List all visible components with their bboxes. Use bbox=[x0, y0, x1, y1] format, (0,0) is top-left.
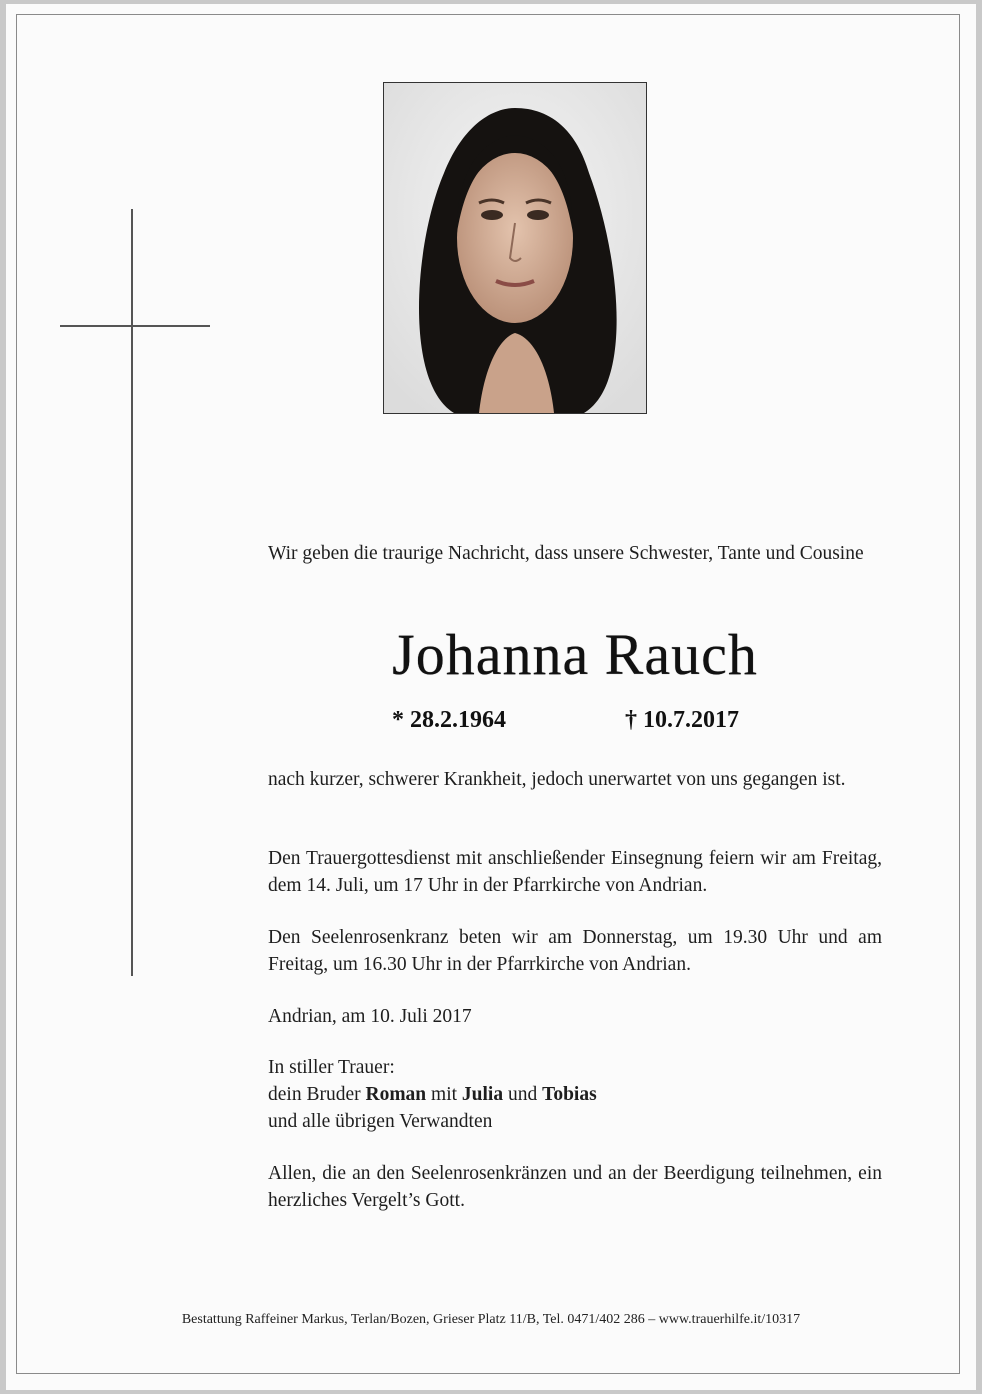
mourners-and: und bbox=[507, 1084, 538, 1105]
mourners-with: mit bbox=[431, 1084, 458, 1105]
mourners-others: und alle übrigen Verwandten bbox=[268, 1111, 493, 1132]
child-name-1: Julia bbox=[461, 1084, 504, 1105]
birth-date: * 28.2.1964 bbox=[392, 707, 506, 733]
portrait-illustration bbox=[384, 83, 646, 413]
passing-text: nach kurzer, schwerer Krankheit, jedoch unerwartet von uns gegangen ist. bbox=[268, 769, 846, 790]
footer-funeral-home: Bestattung Raffeiner Markus, Terlan/Bozen, Grieser Platz 11/B, Tel. 0471/402 286 – www.trauerhilfe.it/10317 bbox=[181, 1312, 801, 1327]
cross-icon-horizontal-bar bbox=[60, 325, 210, 327]
deceased-name: Johanna Rauch bbox=[392, 622, 758, 687]
funeral-text: Den Trauergottesdienst mit anschließender Einsegnung feiern wir am Freitag, dem 14. Juli, um 17 Uhr in der Pfarrkirche von Andrian. bbox=[268, 848, 882, 896]
intro-text: Wir geben die traurige Nachricht, dass unsere Schwester, Tante und Cousine bbox=[268, 543, 864, 564]
portrait-photo bbox=[383, 82, 647, 414]
brother-name: Roman bbox=[365, 1084, 427, 1105]
mourners-family bbox=[268, 1081, 882, 1108]
child-name-2: Tobias bbox=[542, 1084, 597, 1105]
mourners-block bbox=[268, 1054, 882, 1135]
rosary-text: Den Seelenrosenkranz beten wir am Donnerstag, um 19.30 Uhr und am Freitag, um 16.30 Uhr in der Pfarrkirche von Andrian. bbox=[268, 927, 882, 975]
thanks-text: Allen, die an den Seelenrosenkränzen und an der Beerdigung teilnehmen, ein herzliches Vergelt’s Gott. bbox=[268, 1163, 882, 1211]
mourners-prefix: dein Bruder bbox=[268, 1084, 361, 1105]
mourners-heading: In stiller Trauer: bbox=[268, 1057, 395, 1078]
place-date: Andrian, am 10. Juli 2017 bbox=[268, 1006, 472, 1027]
death-date: † 10.7.2017 bbox=[625, 707, 739, 733]
